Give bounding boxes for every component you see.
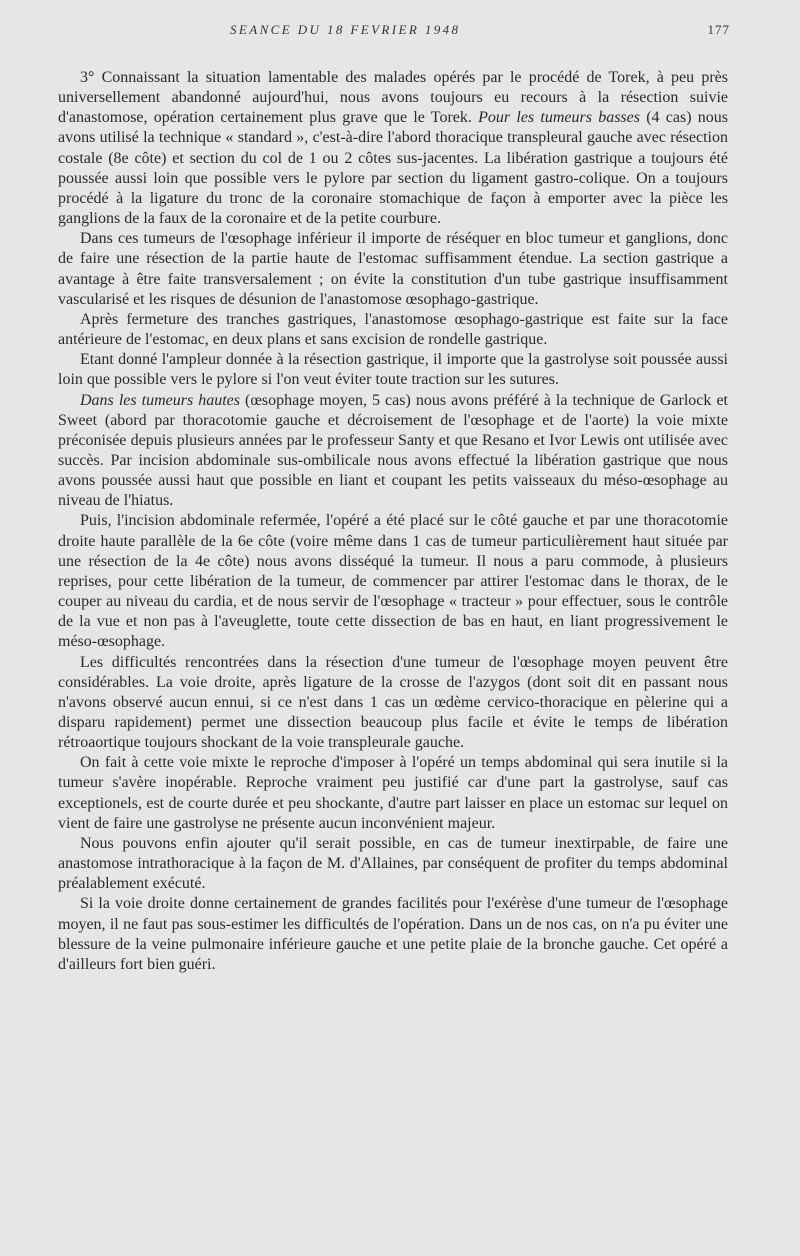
- italic-heading: Dans les tumeurs hautes: [80, 391, 240, 409]
- page-number: 177: [707, 22, 730, 37]
- paragraph-text: 3° Connaissant la situation lamentable des malades opérés par le procédé de Torek, à peu près universellement abandonné aujourd'hui, nous avons toujours eu recours à la résection suivie d'anastomose, opération certainement plus grave que le Torek.: [58, 69, 728, 127]
- paragraph: [58, 511, 728, 652]
- paragraph-text: Nous pouvons enfin ajouter qu'il serait possible, en cas de tumeur inextirpable, de faire une anastomose intrathoracique à la façon de M. d'Allaines, par conséquent de profiter du temps abdominal préalablement exécuté.: [58, 834, 728, 893]
- paragraph: [58, 229, 728, 310]
- paragraph-text: Dans ces tumeurs de l'œsophage inférieur il importe de réséquer en bloc tumeur et ganglions, donc de faire une résection de la partie haute de l'estomac suffisamment étendue. La section gastrique a avantage à être faite transversalement ; on évite la constitution d'un tube gastrique insuffisamment vascularisé et les risques de désunion de l'anastomose œsophago-gastrique.: [58, 230, 728, 308]
- running-header: [58, 18, 728, 40]
- running-title: SEANCE DU 18 FEVRIER 1948: [230, 22, 461, 37]
- paragraph: [58, 310, 728, 350]
- paragraph-text: (4 cas) nous avons utilisé la technique « standard », c'est-à-dire l'abord thoracique transpleural gauche avec résection costale (8e côte) et section du col de 1 ou 2 côtes sus-jacentes. La libération gastrique a toujours été poussée aussi loin que possible vers le pylore par section du ligament gastro-colique. On a toujours procédé à la ligature du tronc de la coronaire stomachique de façon à emporter avec la pièce les ganglions de la faux de la coronaire et de la petite courbure.: [58, 109, 729, 228]
- paragraph: [58, 68, 728, 229]
- article-body: [58, 68, 728, 975]
- paragraph: [58, 753, 728, 834]
- paragraph-text: Etant donné l'ampleur donnée à la résection gastrique, il importe que la gastrolyse soit poussée aussi loin que possible vers le pylore si l'on veut éviter toute traction sur les sutures.: [58, 351, 728, 389]
- paragraph: [58, 894, 728, 975]
- paragraph: [58, 350, 728, 390]
- paragraph-text: Puis, l'incision abdominale refermée, l'opéré a été placé sur le côté gauche et par une thoracotomie droite haute parallèle de la 6e côte (voire même dans 1 cas de tumeur particulièrement haut située par une résection de la 4e côte) nous avons disséqué la tumeur. Il nous a paru commode, à plusieurs reprises, pour cette libération de la tumeur, de commencer par attirer l'estomac dans le thorax, de le couper au niveau du cardia, et de nous servir de l'œsophage « tracteur » pour effectuer, sous le contrôle de la vue et non pas à l'aveuglette, toute cette dissection de bas en haut, en liant progressivement le méso-œsophage.: [58, 512, 728, 651]
- paragraph: [58, 391, 728, 512]
- paragraph: [58, 653, 728, 754]
- paragraph-text: (œsophage moyen, 5 cas) nous avons préféré à la technique de Garlock et Sweet (abord par thoracotomie gauche et décroisement de l'œsophage et de l'aorte) la voie mixte préconisée depuis plusieurs années par le professeur Santy et que Resano et Ivor Lewis ont utilisée avec succès. Par incision abdominale sus-ombilicale nous avons effectué la libération gastrique que nous avons poussée aussi haut que possible en liant et coupant les petits vaisseaux du méso-œsophage au niveau de l'hiatus.: [58, 391, 728, 510]
- italic-heading: Pour les tumeurs basses: [478, 109, 640, 127]
- paragraph: [58, 834, 728, 894]
- paragraph-text: On fait à cette voie mixte le reproche d'imposer à l'opéré un temps abdominal qui sera inutile si la tumeur s'avère inopérable. Reproche vraiment peu justifié car d'une part la gastrolyse, sauf cas exceptionels, est de courte durée et peu shockante, d'autre part laisser en place un estomac sur lequel on vient de faire une gastrolyse ne présente aucun inconvénient majeur.: [58, 754, 728, 832]
- paragraph-text: Si la voie droite donne certainement de grandes facilités pour l'exérèse d'une tumeur de l'œsophage moyen, il ne faut pas sous-estimer les difficultés de l'opération. Dans un de nos cas, on n'a pu éviter une blessure de la veine pulmonaire inférieure gauche et une petite plaie de la bronche gauche. Cet opéré a d'ailleurs fort bien guéri.: [58, 895, 728, 973]
- paragraph-text: Les difficultés rencontrées dans la résection d'une tumeur de l'œsophage moyen peuvent être considérables. La voie droite, après ligature de la crosse de l'azygos (dont soit dit en passant nous n'avons observé aucun ennui, si ce n'est dans 1 cas un œdème cervico-thoracique en pèlerine qui a disparu rapidement) permet une dissection beaucoup plus facile et évite le temps de libération rétroaortique toujours shockant de la voie transpleurale gauche.: [58, 653, 728, 752]
- paragraph-text: Après fermeture des tranches gastriques, l'anastomose œsophago-gastrique est faite sur la face antérieure de l'estomac, en deux plans et sans excision de rondelle gastrique.: [58, 310, 728, 349]
